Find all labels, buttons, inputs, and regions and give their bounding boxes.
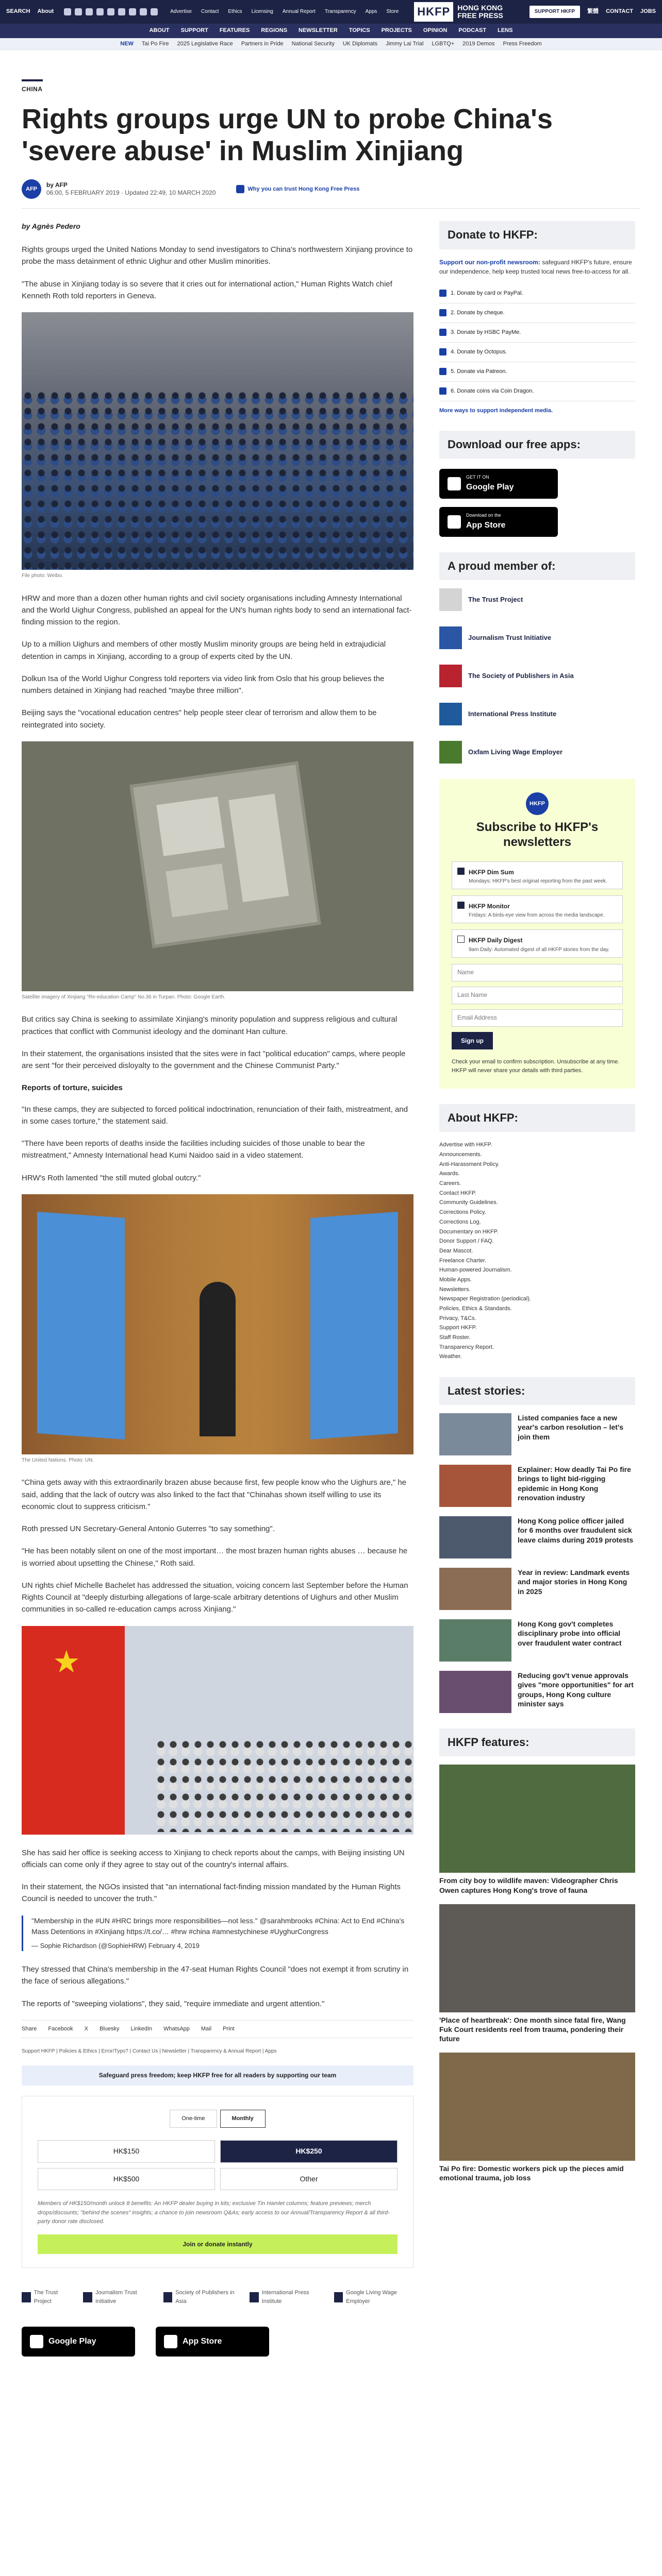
amount-option[interactable]: Other	[220, 2168, 398, 2191]
payment-icon	[439, 368, 446, 375]
main-nav	[0, 24, 662, 38]
donate-option[interactable]: 1. Donate by card or PayPal.	[439, 284, 635, 303]
about-link[interactable]: Staff Roster.	[439, 1334, 471, 1341]
member-logo[interactable]: The Society of Publishers in Asia	[439, 665, 635, 687]
x-icon[interactable]	[75, 8, 82, 15]
story-thumbnail	[439, 1765, 635, 1873]
feature-story[interactable]: 'Place of heartbreak': One month since fatal fire, Wang Fuk Court residents reel from trauma, pondering their future	[439, 1904, 635, 2044]
member-logo[interactable]: Oxfam Living Wage Employer	[439, 741, 635, 764]
about-link[interactable]: Community Guidelines.	[439, 1199, 498, 1206]
nav-item[interactable]: PROJECTS	[381, 27, 412, 34]
nav-item[interactable]: ABOUT	[149, 27, 170, 34]
tweet-signature[interactable]: — Sophie Richardson (@SophieHRW) February 4, 2019	[31, 1942, 200, 1950]
features-heading: HKFP features:	[439, 1728, 635, 1756]
newsletter-title: Subscribe to HKFP's newsletters	[476, 820, 599, 850]
newsletter-logo: HKFP	[526, 792, 549, 815]
nav-item[interactable]: LENS	[498, 27, 513, 34]
member-logo[interactable]: Journalism Trust Initiative	[83, 2289, 152, 2306]
about-list	[439, 1140, 635, 1362]
paragraph: UN rights chief Michelle Bachelet has addressed the situation, voicing concern last September before the Human Rights Council at "deeply disturbing allegations of large-scale arbitrary detentions of Uighurs and other Muslim communities in so-called re-education camps across Xinjiang."	[22, 1581, 408, 1614]
member-heading: A proud member of:	[439, 552, 635, 580]
checkbox[interactable]	[457, 936, 465, 943]
bluesky-icon[interactable]	[129, 8, 136, 15]
member-logo[interactable]: Journalism Trust Initiative	[439, 626, 635, 649]
latest-story[interactable]: Explainer: How deadly Tai Po fire brings to light bid-rigging epidemic in Hong Kong renovation industry	[439, 1465, 635, 1507]
about-link[interactable]: Transparency Report.	[439, 1344, 494, 1350]
donate-option[interactable]: 5. Donate via Patreon.	[439, 362, 635, 382]
trending-bar	[0, 38, 662, 50]
donate-option[interactable]: 2. Donate by cheque.	[439, 303, 635, 323]
share-linkedin[interactable]: LinkedIn	[130, 2025, 153, 2032]
story-thumbnail	[439, 1465, 511, 1507]
article-footer-links[interactable]: Support HKFP | Policies & Ethics | Error/Typo? | Contact Us | Newsletter | Transparency & Annual Report | Apps	[22, 2048, 277, 2054]
youtube-icon[interactable]	[96, 8, 104, 15]
about-link[interactable]: Announcements.	[439, 1151, 482, 1158]
email-field[interactable]: Email Address	[452, 1009, 623, 1027]
instagram-icon[interactable]	[86, 8, 93, 15]
about-link[interactable]: Awards.	[439, 1171, 460, 1177]
feature-story[interactable]: From city boy to wildlife maven: Videographer Chris Owen captures Hong Kong's trove of fauna	[439, 1765, 635, 1894]
un-photo[interactable]	[22, 1194, 413, 1454]
donate-options	[439, 284, 635, 401]
about-link[interactable]: Dear Mascot.	[439, 1247, 473, 1254]
photo-caption: The United Nations. Photo: UN.	[22, 1457, 94, 1463]
telegram-icon[interactable]	[118, 8, 125, 15]
trending-link[interactable]: Partners in Pride	[241, 41, 284, 47]
about-link[interactable]: Donor Support / FAQ.	[439, 1238, 494, 1245]
nav-item[interactable]: SUPPORT	[180, 27, 208, 34]
sopa-icon	[439, 665, 462, 687]
mail-icon[interactable]	[151, 8, 158, 15]
paragraph: Dolkun Isa of the World Uighur Congress told reporters via video link from Oslo that his group believes the numbers detained in Xinjiang had reached "maybe three million".	[22, 674, 385, 696]
article-title: Rights groups urge UN to probe China's 'severe abuse' in Muslim Xinjiang	[22, 104, 553, 167]
checkbox[interactable]	[457, 902, 465, 909]
payment-icon	[439, 309, 446, 316]
member-logo[interactable]: International Press Institute	[250, 2289, 322, 2306]
photo-caption: File photo: Weibo.	[22, 573, 63, 579]
paragraph: HRW's Roth lamented "the still muted global outcry."	[22, 1173, 201, 1182]
donate-option[interactable]: 4. Donate by Octopus.	[439, 343, 635, 362]
payment-icon	[439, 387, 446, 395]
trending-link[interactable]: 2025 Legislative Race	[177, 41, 233, 47]
share-print[interactable]: Print	[223, 2025, 235, 2032]
monthly-toggle[interactable]: Monthly	[220, 2110, 266, 2128]
member-logo[interactable]: Google Living Wage Employer	[334, 2289, 414, 2306]
top-link[interactable]: Licensing	[251, 9, 273, 15]
member-logos-row	[22, 2289, 413, 2306]
about-link[interactable]: Documentary on HKFP.	[439, 1228, 499, 1235]
google-play-button[interactable]: Google Play	[22, 2327, 135, 2357]
social-icons	[64, 8, 158, 15]
embedded-tweet[interactable]	[22, 1916, 413, 1952]
nav-item[interactable]: FEATURES	[219, 27, 250, 34]
paragraph: Beijing says the "vocational education centres" help people steer clear of terrorism and allow them to be reintegrated into society.	[22, 708, 377, 730]
top-link[interactable]: Annual Report	[282, 9, 316, 15]
donate-option[interactable]: 3. Donate by HSBC PayMe.	[439, 323, 635, 343]
latest-story[interactable]: Year in review: Landmark events and major stories in Hong Kong in 2025	[439, 1568, 635, 1610]
new-badge: NEW	[120, 41, 134, 47]
language-link[interactable]: 繁體	[587, 8, 599, 15]
facebook-icon[interactable]	[64, 8, 71, 15]
divider	[22, 208, 640, 209]
photo-caption: Satellite imagery of Xinjiang "Re-education Camp" No.36 in Turpan. Photo: Google Earth.	[22, 994, 226, 1000]
about-link[interactable]: Careers.	[439, 1180, 461, 1187]
trending-link[interactable]: National Security	[291, 41, 335, 47]
donate-intro-link[interactable]: Support our non-profit newsroom:	[439, 258, 540, 266]
share-whatsapp[interactable]: WhatsApp	[163, 2025, 190, 2032]
newsletter-option[interactable]: HKFP Monitor Fridays: A birds-eye view from across the media landscape.	[452, 895, 623, 923]
trending-link[interactable]: Press Freedom	[503, 41, 542, 47]
checkbox[interactable]	[457, 868, 465, 875]
amount-option[interactable]: HK$150	[38, 2140, 215, 2163]
top-link[interactable]: Store	[386, 9, 399, 15]
last-name-field[interactable]: Last Name	[452, 987, 623, 1004]
feature-story[interactable]: Tai Po fire: Domestic workers pick up the pieces amid emotional trauma, job loss	[439, 2053, 635, 2182]
about-link[interactable]: About	[37, 8, 54, 15]
nav-item[interactable]: PODCAST	[458, 27, 487, 34]
trending-link[interactable]: 2019 Demos	[462, 41, 495, 47]
paragraph: "China gets away with this extraordinarily brazen abuse because first, few people know who the Uighurs are," he said, adding that the lack of outcry was also linked to the fact that "Chinahas shown itself willing to use its economic clout to suppress criticism."	[22, 1478, 407, 1511]
payment-icon	[439, 329, 446, 336]
nav-item[interactable]: REGIONS	[261, 27, 288, 34]
trending-link[interactable]: Tai Po Fire	[141, 41, 169, 47]
about-link[interactable]: Human-powered Journalism.	[439, 1267, 512, 1274]
top-bar	[0, 0, 662, 24]
join-donate-button[interactable]: Join or donate instantly	[38, 2234, 398, 2255]
contact-link[interactable]: CONTACT	[606, 8, 634, 15]
about-link[interactable]: Newspaper Registration (periodical).	[439, 1296, 531, 1302]
about-link[interactable]: Mobile Apps.	[439, 1276, 472, 1283]
apple-icon	[448, 515, 461, 529]
newsletter-option[interactable]: HKFP Daily Digest 9am Daily: Automated digest of all HKFP stories from the day.	[452, 929, 623, 957]
latest-list	[439, 1413, 635, 1713]
logo-text: HONG KONG FREE PRESS	[457, 3, 503, 20]
newsletter-footnote: Check your email to confirm subscription. Unsubscribe at any time. HKFP will never share your details with third parties.	[452, 1059, 620, 1074]
trending-link[interactable]: UK Diplomats	[342, 41, 378, 47]
latest-heading: Latest stories:	[439, 1377, 635, 1405]
payment-icon	[439, 290, 446, 297]
one-time-toggle[interactable]: One-time	[170, 2110, 217, 2128]
latest-story[interactable]: Hong Kong gov't completes disciplinary probe into official over fraudulent water contract	[439, 1619, 635, 1662]
safeguard-banner[interactable]: Safeguard press freedom; keep HKFP free for all readers by supporting our team	[22, 2065, 413, 2086]
share-mail[interactable]: Mail	[201, 2025, 212, 2032]
section-heading: Reports of torture, suicides	[22, 1083, 123, 1093]
donate-heading: Donate to HKFP:	[439, 221, 635, 249]
newsletter-box	[439, 779, 635, 1089]
paragraph: She has said her office is seeking access to Xinjiang to check reports about the camps, with Beijing insisting UN officials can come only if they agree to stay out of the country's internal affairs.	[22, 1848, 405, 1869]
donate-intro: Support our non-profit newsroom: safeguard HKFP's future, ensure our independence, help keep trusted local news free-to-access for all.	[439, 258, 632, 276]
sidebar	[439, 221, 635, 2357]
donation-box	[22, 2096, 413, 2268]
author-avatar[interactable]: AFP	[22, 179, 41, 199]
shield-icon	[236, 185, 244, 193]
member-logo[interactable]: Society of Publishers in Asia	[163, 2289, 239, 2306]
share-label: Share	[22, 2025, 37, 2032]
support-hkfp-button[interactable]: SUPPORT HKFP	[529, 6, 580, 18]
about-link[interactable]: Advertise with HKFP.	[439, 1142, 492, 1148]
about-link[interactable]: Newsletters.	[439, 1286, 471, 1293]
paragraph: HRW and more than a dozen other human rights and civil society organisations including Amnesty International and the World Uighur Congress, published an appeal for the UN's human rights body to send an international fact-finding mission to the region.	[22, 594, 412, 627]
payment-icon	[439, 348, 446, 355]
amount-option[interactable]: HK$500	[38, 2168, 215, 2191]
app-store-button[interactable]: App Store	[156, 2327, 269, 2357]
satellite-photo[interactable]	[22, 741, 413, 991]
more-ways-link[interactable]: More ways to support independent media.	[439, 408, 553, 414]
story-thumbnail	[439, 2053, 635, 2161]
trending-link[interactable]: Jimmy Lai Trial	[386, 41, 424, 47]
share-facebook[interactable]: Facebook	[48, 2025, 73, 2032]
top-link[interactable]: Contact	[201, 9, 219, 15]
about-link[interactable]: Contact HKFP.	[439, 1190, 476, 1196]
about-link[interactable]: Freelance Charter.	[439, 1257, 487, 1264]
about-heading: About HKFP:	[439, 1104, 635, 1132]
story-thumbnail	[439, 1671, 511, 1713]
article-meta	[22, 179, 640, 199]
trust-text: Why you can trust Hong Kong Free Press	[247, 185, 360, 192]
trust-project-icon	[439, 588, 462, 611]
byline: by Agnès Pedero	[22, 222, 80, 231]
about-link[interactable]: Support HKFP.	[439, 1325, 477, 1331]
trust-badge[interactable]	[236, 185, 359, 194]
paragraph: "In these camps, they are subjected to forced political indoctrination, renunciation of their faith, mistreatment, and in some cases torture," the statement said.	[22, 1105, 408, 1126]
donate-option[interactable]: 6. Donate coins via Coin Dragon.	[439, 382, 635, 401]
detainees-photo[interactable]	[22, 312, 413, 570]
amount-option[interactable]: HK$250	[220, 2140, 398, 2163]
nav-item[interactable]: TOPICS	[349, 27, 370, 34]
publish-date: 06:00, 5 FEBRUARY 2019 · Updated 22:49, 10 MARCH 2020	[46, 189, 216, 197]
oxfam-icon	[439, 741, 462, 764]
share-bar	[22, 2020, 413, 2038]
linkedin-icon[interactable]	[107, 8, 114, 15]
author-name[interactable]: by AFP	[46, 181, 68, 189]
nav-item[interactable]: NEWSLETTER	[299, 27, 338, 34]
story-thumbnail	[439, 1516, 511, 1558]
paragraph: Rights groups urged the United Nations Monday to send investigators to China's northwestern Xinjiang province to probe the mass detainment of ethnic Uighur and other Muslim minorities.	[22, 245, 413, 266]
story-thumbnail	[439, 1568, 511, 1610]
top-links	[170, 8, 399, 16]
google-play-button[interactable]: GET IT ON Google Play	[439, 469, 558, 499]
member-logo[interactable]: International Press Institute	[439, 703, 635, 725]
story-thumbnail	[439, 1904, 635, 2012]
share-bluesky[interactable]: Bluesky	[100, 2025, 120, 2032]
share-x[interactable]: X	[84, 2025, 89, 2032]
logo-box: HKFP	[414, 2, 453, 22]
paragraph: In their statement, the organisations insisted that the sites were in fact "political education" camps, where people are sent "for their perceived disloyalty to the government and the Chinese Communist Party."	[22, 1049, 406, 1071]
tweet-text: "Membership in the #UN #HRC brings more responsibilities—not less." @sarahmbrooks #China: Act to End #China's Mass Detentions in #Xinjiang https://t.co/… #hrw #china #amnestychinese #UyghurCongress	[31, 1916, 405, 1936]
member-logo[interactable]: The Trust Project	[22, 2289, 72, 2306]
apple-icon	[164, 2335, 177, 2348]
member-logo[interactable]: The Trust Project	[439, 588, 635, 611]
article-body	[22, 221, 413, 2357]
paragraph: "The abuse in Xinjiang today is so severe that it cries out for international action," Human Rights Watch chief Kenneth Roth told reporters in Geneva.	[22, 279, 392, 300]
site-logo[interactable]	[414, 2, 503, 22]
jobs-link[interactable]: JOBS	[640, 8, 656, 15]
story-thumbnail	[439, 1413, 511, 1455]
paragraph: "There have been reports of deaths inside the facilities including suicides of those unable to bear the mistreatment," Amnesty International head Kumi Naidoo said in a video statement.	[22, 1139, 365, 1160]
about-link[interactable]: Privacy, T&Cs.	[439, 1315, 476, 1321]
top-link[interactable]: Apps	[365, 9, 377, 15]
latest-story[interactable]: Reducing gov't venue approvals gives "more opportunities" for art groups, Hong Kong culture minister says	[439, 1671, 635, 1713]
signup-button[interactable]: Sign up	[452, 1032, 493, 1050]
latest-story[interactable]: Hong Kong police officer jailed for 6 months over fraudulent sick leave claims during 2019 protests	[439, 1516, 635, 1558]
about-link[interactable]: Corrections Log.	[439, 1218, 481, 1225]
china-flag-photo[interactable]: ★	[22, 1626, 413, 1835]
paragraph: They stressed that China's membership in the 47-seat Human Rights Council "does not exempt it from scrutiny in the face of serious allegations."	[22, 1965, 409, 1986]
rss-icon[interactable]	[140, 8, 147, 15]
ipi-icon	[439, 703, 462, 725]
jti-icon	[439, 626, 462, 649]
about-link[interactable]: Anti-Harassment Policy.	[439, 1161, 500, 1167]
top-link[interactable]: Ethics	[228, 9, 242, 15]
name-field[interactable]: Name	[452, 964, 623, 981]
paragraph: But critics say China is seeking to assimilate Xinjiang's minority population and suppress religious and cultural practices that conflict with Communist ideology and the dominant Han culture.	[22, 1015, 398, 1036]
category-kicker[interactable]: CHINA	[22, 79, 43, 94]
trending-link[interactable]: LGBTQ+	[432, 41, 455, 47]
search-link[interactable]: SEARCH	[6, 8, 30, 15]
story-thumbnail	[439, 1619, 511, 1662]
top-link[interactable]: Advertise	[170, 9, 192, 15]
about-link[interactable]: Corrections Policy.	[439, 1209, 486, 1216]
top-link[interactable]: Transparency	[324, 9, 356, 15]
paragraph: Up to a million Uighurs and members of other mostly Muslim minority groups are being held in extrajudicial detention in camps in Xinjiang, according to a group of experts cited by the UN.	[22, 640, 386, 661]
donation-note: Members of HK$150/month unlock 8 benefits: An HKFP dealer buying in kits; exclusive Tin Hamlet columns; feature previews; merch drops/discounts; "behind the scenes" insights; a chance to join newsroom Q&As; early access to our Annual/Transparency Report & all third-party donor rate disclosed.	[38, 2200, 390, 2225]
about-link[interactable]: Policies, Ethics & Standards.	[439, 1306, 512, 1312]
google-play-icon	[30, 2335, 43, 2348]
app-store-button[interactable]: Download on the App Store	[439, 507, 558, 537]
about-link[interactable]: Weather.	[439, 1353, 462, 1360]
paragraph: "He has been notably silent on one of the most important… the most brazen human rights abuses … because he is worried about upsetting the Chinese," Roth said.	[22, 1547, 408, 1568]
paragraph: The reports of "sweeping violations", they said, "require immediate and urgent attention."	[22, 1999, 325, 2008]
app-store-row	[22, 2327, 413, 2357]
paragraph: In their statement, the NGOs insisted that "an international fact-finding mission mandated by the Human Rights Council is needed to uncover the truth."	[22, 1883, 401, 1904]
latest-story[interactable]: Listed companies face a new year's carbon resolution – let's join them	[439, 1413, 635, 1455]
google-play-icon	[448, 477, 461, 490]
newsletter-option[interactable]: HKFP Dim Sum Mondays: HKFP's best original reporting from the past week.	[452, 861, 623, 889]
apps-heading: Download our free apps:	[439, 431, 635, 459]
nav-item[interactable]: OPINION	[423, 27, 448, 34]
paragraph: Roth pressed UN Secretary-General Antonio Guterres "to say something".	[22, 1524, 275, 1534]
